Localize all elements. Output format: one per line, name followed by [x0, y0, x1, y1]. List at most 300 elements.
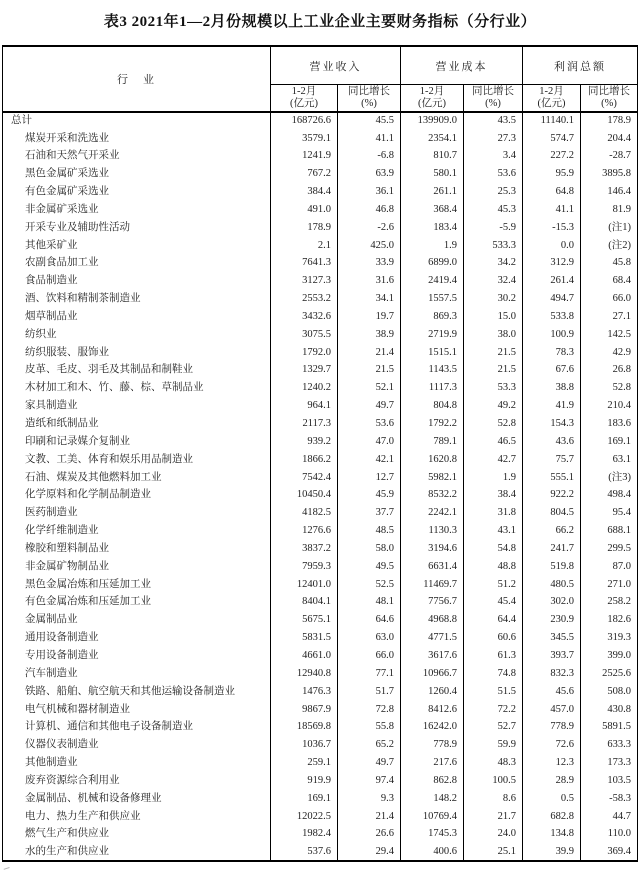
- profit-value-cell: 261.4: [523, 273, 581, 291]
- cost-growth-cell: 52.8: [464, 415, 523, 433]
- cost-value-cell: 3194.6: [401, 540, 464, 558]
- profit-value-cell: 39.9: [523, 844, 581, 862]
- revenue-growth-cell: 12.7: [338, 469, 401, 487]
- subheader-line2: (亿元): [537, 98, 566, 109]
- profit-growth-cell: 95.4: [581, 505, 638, 523]
- table-row: [3, 772, 638, 790]
- profit-growth-cell: 68.4: [581, 273, 638, 291]
- profit-growth-cell: 26.8: [581, 362, 638, 380]
- revenue-value-cell: 1241.9: [271, 148, 338, 166]
- profit-value-cell: 227.2: [523, 148, 581, 166]
- cost-growth-cell: 60.6: [464, 629, 523, 647]
- cost-growth-cell: 533.3: [464, 237, 523, 255]
- profit-growth-cell: 142.5: [581, 326, 638, 344]
- revenue-growth-cell: -6.8: [338, 148, 401, 166]
- profit-value-cell: 43.6: [523, 433, 581, 451]
- profit-growth-cell: 44.7: [581, 808, 638, 826]
- profit-growth-cell: 169.1: [581, 433, 638, 451]
- profit-value-cell: 41.9: [523, 398, 581, 416]
- cost-value-cell: 1515.1: [401, 344, 464, 362]
- revenue-growth-cell: 77.1: [338, 665, 401, 683]
- revenue-growth-cell: 97.4: [338, 772, 401, 790]
- profit-value-cell: 41.1: [523, 201, 581, 219]
- cost-value-cell: 4968.8: [401, 612, 464, 630]
- revenue-growth-cell: 45.5: [338, 112, 401, 130]
- industry-name: 水的生产和供应业: [3, 844, 271, 862]
- profit-value-cell: -15.3: [523, 219, 581, 237]
- table-row: [3, 558, 638, 576]
- revenue-growth-cell: 47.0: [338, 433, 401, 451]
- financial-indicators-table: [2, 45, 638, 862]
- cost-value-cell: 1130.3: [401, 522, 464, 540]
- cost-value-cell: 400.6: [401, 844, 464, 862]
- revenue-value-cell: 10450.4: [271, 487, 338, 505]
- profit-value-cell: 457.0: [523, 701, 581, 719]
- revenue-growth-cell: 31.6: [338, 273, 401, 291]
- cost-value-cell: 1792.2: [401, 415, 464, 433]
- cost-growth-cell: 46.5: [464, 433, 523, 451]
- cost-growth-cell: 74.8: [464, 665, 523, 683]
- profit-value-cell: 100.9: [523, 326, 581, 344]
- revenue-growth-cell: 21.4: [338, 808, 401, 826]
- revenue-value-cell: 3579.1: [271, 130, 338, 148]
- cost-value-cell: 261.1: [401, 183, 464, 201]
- column-group-operating-cost: 营业成本: [401, 46, 523, 85]
- subheader-line1: 同比增长: [348, 85, 390, 97]
- profit-value-cell: 12.3: [523, 754, 581, 772]
- table-row: [3, 505, 638, 523]
- cost-growth-cell: 21.5: [464, 344, 523, 362]
- revenue-growth-cell: 45.9: [338, 487, 401, 505]
- subheader-profit-growth: [581, 85, 638, 113]
- cost-growth-cell: 30.2: [464, 290, 523, 308]
- revenue-growth-cell: 38.9: [338, 326, 401, 344]
- industry-name: 化学原料和化学制品制造业: [3, 487, 271, 505]
- profit-value-cell: 345.5: [523, 629, 581, 647]
- cost-growth-cell: 21.7: [464, 808, 523, 826]
- cost-growth-cell: 61.3: [464, 647, 523, 665]
- cost-growth-cell: 24.0: [464, 826, 523, 844]
- column-group-total-profit: 利润总额: [523, 46, 638, 85]
- profit-value-cell: 38.8: [523, 380, 581, 398]
- revenue-value-cell: 9867.9: [271, 701, 338, 719]
- table-row: [3, 469, 638, 487]
- table-row: [3, 362, 638, 380]
- revenue-value-cell: 1866.2: [271, 451, 338, 469]
- table-row: [3, 683, 638, 701]
- profit-growth-cell: -58.3: [581, 790, 638, 808]
- profit-growth-cell: 110.0: [581, 826, 638, 844]
- profit-growth-cell: 688.1: [581, 522, 638, 540]
- revenue-value-cell: 7959.3: [271, 558, 338, 576]
- cost-growth-cell: 25.1: [464, 844, 523, 862]
- revenue-growth-cell: 55.8: [338, 719, 401, 737]
- industry-name: 黑色金属矿采选业: [3, 166, 271, 184]
- cost-growth-cell: 48.8: [464, 558, 523, 576]
- cost-value-cell: 1117.3: [401, 380, 464, 398]
- cost-growth-cell: 52.7: [464, 719, 523, 737]
- industry-name: 木材加工和木、竹、藤、棕、草制品业: [3, 380, 271, 398]
- cost-value-cell: 183.4: [401, 219, 464, 237]
- industry-name: 石油和天然气开采业: [3, 148, 271, 166]
- subheader-cost-growth: [464, 85, 523, 113]
- profit-value-cell: 494.7: [523, 290, 581, 308]
- revenue-growth-cell: 63.9: [338, 166, 401, 184]
- subheader-line2: (%): [601, 98, 617, 109]
- profit-growth-cell: 66.0: [581, 290, 638, 308]
- revenue-growth-cell: 49.7: [338, 398, 401, 416]
- cost-value-cell: 6899.0: [401, 255, 464, 273]
- cost-growth-cell: 27.3: [464, 130, 523, 148]
- subheader-revenue-value: [271, 85, 338, 113]
- cost-value-cell: 869.3: [401, 308, 464, 326]
- revenue-value-cell: 2.1: [271, 237, 338, 255]
- revenue-growth-cell: -2.6: [338, 219, 401, 237]
- table-row: [3, 326, 638, 344]
- profit-value-cell: 519.8: [523, 558, 581, 576]
- industry-name: 文教、工美、体育和娱乐用品制造业: [3, 451, 271, 469]
- table-row: [3, 201, 638, 219]
- profit-value-cell: 778.9: [523, 719, 581, 737]
- profit-growth-cell: 27.1: [581, 308, 638, 326]
- industry-name: 计算机、通信和其他电子设备制造业: [3, 719, 271, 737]
- cost-growth-cell: 45.3: [464, 201, 523, 219]
- industry-name: 印刷和记录媒介复制业: [3, 433, 271, 451]
- industry-name: 铁路、船舶、航空航天和其他运输设备制造业: [3, 683, 271, 701]
- revenue-value-cell: 3127.3: [271, 273, 338, 291]
- table-header: [3, 46, 638, 112]
- revenue-value-cell: 3432.6: [271, 308, 338, 326]
- subheader-line2: (亿元): [418, 98, 446, 109]
- revenue-value-cell: 168726.6: [271, 112, 338, 130]
- table-row: [3, 540, 638, 558]
- profit-growth-cell: 508.0: [581, 683, 638, 701]
- cost-value-cell: 778.9: [401, 737, 464, 755]
- revenue-value-cell: 1792.0: [271, 344, 338, 362]
- cost-growth-cell: 43.5: [464, 112, 523, 130]
- subheader-line2: (亿元): [290, 98, 318, 109]
- cost-growth-cell: 15.0: [464, 308, 523, 326]
- table-row: [3, 665, 638, 683]
- cost-growth-cell: 51.2: [464, 576, 523, 594]
- profit-growth-cell: 498.4: [581, 487, 638, 505]
- profit-value-cell: 11140.1: [523, 112, 581, 130]
- table-row: [3, 612, 638, 630]
- table-row: [3, 398, 638, 416]
- cost-value-cell: 580.1: [401, 166, 464, 184]
- cost-growth-cell: 42.7: [464, 451, 523, 469]
- revenue-growth-cell: 66.0: [338, 647, 401, 665]
- profit-value-cell: 0.0: [523, 237, 581, 255]
- industry-name: 废弃资源综合利用业: [3, 772, 271, 790]
- revenue-growth-cell: 26.6: [338, 826, 401, 844]
- industry-name: 金属制品业: [3, 612, 271, 630]
- profit-value-cell: 67.6: [523, 362, 581, 380]
- profit-value-cell: 832.3: [523, 665, 581, 683]
- profit-growth-cell: 258.2: [581, 594, 638, 612]
- profit-value-cell: 95.9: [523, 166, 581, 184]
- table-row: [3, 754, 638, 772]
- revenue-growth-cell: 53.6: [338, 415, 401, 433]
- profit-value-cell: 682.8: [523, 808, 581, 826]
- cost-value-cell: 1143.5: [401, 362, 464, 380]
- cost-value-cell: 10966.7: [401, 665, 464, 683]
- profit-growth-cell: 5891.5: [581, 719, 638, 737]
- profit-growth-cell: 3895.8: [581, 166, 638, 184]
- revenue-value-cell: 12022.5: [271, 808, 338, 826]
- table-row: [3, 219, 638, 237]
- table-row: [3, 790, 638, 808]
- cost-value-cell: 16242.0: [401, 719, 464, 737]
- cost-value-cell: 1260.4: [401, 683, 464, 701]
- profit-value-cell: 804.5: [523, 505, 581, 523]
- table-row: [3, 594, 638, 612]
- table-row: [3, 148, 638, 166]
- cost-value-cell: 4771.5: [401, 629, 464, 647]
- profit-value-cell: 574.7: [523, 130, 581, 148]
- profit-growth-cell: 299.5: [581, 540, 638, 558]
- profit-value-cell: 64.8: [523, 183, 581, 201]
- industry-name: 化学纤维制造业: [3, 522, 271, 540]
- profit-value-cell: 922.2: [523, 487, 581, 505]
- cost-growth-cell: 53.6: [464, 166, 523, 184]
- cost-value-cell: 1620.8: [401, 451, 464, 469]
- cost-value-cell: 11469.7: [401, 576, 464, 594]
- revenue-value-cell: 964.1: [271, 398, 338, 416]
- revenue-value-cell: 169.1: [271, 790, 338, 808]
- cost-value-cell: 5982.1: [401, 469, 464, 487]
- profit-growth-cell: 63.1: [581, 451, 638, 469]
- cost-value-cell: 8532.2: [401, 487, 464, 505]
- profit-growth-cell: 146.4: [581, 183, 638, 201]
- cost-growth-cell: 21.5: [464, 362, 523, 380]
- revenue-value-cell: 12940.8: [271, 665, 338, 683]
- table-row: [3, 701, 638, 719]
- profit-growth-cell: 103.5: [581, 772, 638, 790]
- cost-growth-cell: 32.4: [464, 273, 523, 291]
- scan-artifact-mark: [2, 863, 9, 870]
- revenue-growth-cell: 49.7: [338, 754, 401, 772]
- revenue-value-cell: 1982.4: [271, 826, 338, 844]
- profit-growth-cell: 204.4: [581, 130, 638, 148]
- profit-growth-cell: 183.6: [581, 415, 638, 433]
- table-row: [3, 237, 638, 255]
- cost-growth-cell: 3.4: [464, 148, 523, 166]
- revenue-value-cell: 12401.0: [271, 576, 338, 594]
- industry-name: 纺织业: [3, 326, 271, 344]
- cost-growth-cell: -5.9: [464, 219, 523, 237]
- cost-value-cell: 1.9: [401, 237, 464, 255]
- subheader-line2: (%): [485, 98, 501, 109]
- cost-value-cell: 148.2: [401, 790, 464, 808]
- table-body: [3, 112, 638, 861]
- cost-value-cell: 217.6: [401, 754, 464, 772]
- revenue-growth-cell: 42.1: [338, 451, 401, 469]
- cost-growth-cell: 38.0: [464, 326, 523, 344]
- cost-growth-cell: 8.6: [464, 790, 523, 808]
- cost-growth-cell: 43.1: [464, 522, 523, 540]
- revenue-value-cell: 919.9: [271, 772, 338, 790]
- table-title: 表3 2021年1—2月份规模以上工业企业主要财务指标（分行业）: [103, 14, 537, 30]
- industry-name: 皮革、毛皮、羽毛及其制品和制鞋业: [3, 362, 271, 380]
- table-row: [3, 576, 638, 594]
- industry-name: 其他制造业: [3, 754, 271, 772]
- revenue-value-cell: 7641.3: [271, 255, 338, 273]
- cost-growth-cell: 54.8: [464, 540, 523, 558]
- profit-value-cell: 45.6: [523, 683, 581, 701]
- cost-value-cell: 789.1: [401, 433, 464, 451]
- industry-name: 金属制品、机械和设备修理业: [3, 790, 271, 808]
- table-row: [3, 273, 638, 291]
- subheader-line1: 1-2月: [539, 85, 564, 97]
- cost-growth-cell: 25.3: [464, 183, 523, 201]
- profit-value-cell: 302.0: [523, 594, 581, 612]
- cost-value-cell: 8412.6: [401, 701, 464, 719]
- industry-name: 酒、饮料和精制茶制造业: [3, 290, 271, 308]
- revenue-value-cell: 1036.7: [271, 737, 338, 755]
- revenue-value-cell: 491.0: [271, 201, 338, 219]
- table-row: [3, 433, 638, 451]
- profit-growth-cell: (注1): [581, 219, 638, 237]
- industry-name: 非金属矿采选业: [3, 201, 271, 219]
- industry-name: 汽车制造业: [3, 665, 271, 683]
- industry-name: 通用设备制造业: [3, 629, 271, 647]
- revenue-growth-cell: 425.0: [338, 237, 401, 255]
- industry-name: 非金属矿物制品业: [3, 558, 271, 576]
- subheader-profit-value: [523, 85, 581, 113]
- industry-name: 开采专业及辅助性活动: [3, 219, 271, 237]
- profit-value-cell: 28.9: [523, 772, 581, 790]
- profit-growth-cell: -28.7: [581, 148, 638, 166]
- subheader-line2: (%): [361, 98, 377, 109]
- cost-value-cell: 2354.1: [401, 130, 464, 148]
- table-row: [3, 112, 638, 130]
- industry-name: 家具制造业: [3, 398, 271, 416]
- revenue-value-cell: 3837.2: [271, 540, 338, 558]
- cost-growth-cell: 34.2: [464, 255, 523, 273]
- revenue-value-cell: 5831.5: [271, 629, 338, 647]
- revenue-value-cell: 4182.5: [271, 505, 338, 523]
- profit-growth-cell: 182.6: [581, 612, 638, 630]
- cost-growth-cell: 72.2: [464, 701, 523, 719]
- revenue-growth-cell: 33.9: [338, 255, 401, 273]
- revenue-value-cell: 767.2: [271, 166, 338, 184]
- revenue-growth-cell: 72.8: [338, 701, 401, 719]
- industry-name: 黑色金属冶炼和压延加工业: [3, 576, 271, 594]
- industry-name: 石油、煤炭及其他燃料加工业: [3, 469, 271, 487]
- table-row: [3, 737, 638, 755]
- revenue-growth-cell: 63.0: [338, 629, 401, 647]
- industry-name: 燃气生产和供应业: [3, 826, 271, 844]
- revenue-growth-cell: 21.4: [338, 344, 401, 362]
- industry-name: 食品制造业: [3, 273, 271, 291]
- cost-value-cell: 804.8: [401, 398, 464, 416]
- profit-value-cell: 393.7: [523, 647, 581, 665]
- subheader-line1: 1-2月: [291, 85, 317, 97]
- revenue-value-cell: 178.9: [271, 219, 338, 237]
- revenue-growth-cell: 48.5: [338, 522, 401, 540]
- cost-growth-cell: 1.9: [464, 469, 523, 487]
- table-row: [3, 130, 638, 148]
- cost-growth-cell: 45.4: [464, 594, 523, 612]
- table-row: [3, 808, 638, 826]
- profit-value-cell: 480.5: [523, 576, 581, 594]
- revenue-growth-cell: 21.5: [338, 362, 401, 380]
- revenue-value-cell: 1276.6: [271, 522, 338, 540]
- profit-value-cell: 555.1: [523, 469, 581, 487]
- cost-value-cell: 139909.0: [401, 112, 464, 130]
- profit-growth-cell: 45.8: [581, 255, 638, 273]
- revenue-growth-cell: 58.0: [338, 540, 401, 558]
- industry-name: 电力、热力生产和供应业: [3, 808, 271, 826]
- table-row: [3, 522, 638, 540]
- revenue-value-cell: 537.6: [271, 844, 338, 862]
- profit-growth-cell: 210.4: [581, 398, 638, 416]
- revenue-value-cell: 1240.2: [271, 380, 338, 398]
- cost-value-cell: 368.4: [401, 201, 464, 219]
- profit-growth-cell: 319.3: [581, 629, 638, 647]
- table-row: [3, 826, 638, 844]
- revenue-growth-cell: 52.5: [338, 576, 401, 594]
- profit-growth-cell: 87.0: [581, 558, 638, 576]
- profit-value-cell: 0.5: [523, 790, 581, 808]
- industry-name: 医药制造业: [3, 505, 271, 523]
- subheader-line1: 同比增长: [588, 85, 630, 97]
- table-row: [3, 719, 638, 737]
- cost-growth-cell: 49.2: [464, 398, 523, 416]
- table-row: [3, 344, 638, 362]
- table-row: [3, 451, 638, 469]
- cost-value-cell: 6631.4: [401, 558, 464, 576]
- revenue-value-cell: 1476.3: [271, 683, 338, 701]
- table-row: [3, 647, 638, 665]
- revenue-value-cell: 384.4: [271, 183, 338, 201]
- profit-value-cell: 312.9: [523, 255, 581, 273]
- industry-name: 烟草制品业: [3, 308, 271, 326]
- industry-name: 有色金属冶炼和压延加工业: [3, 594, 271, 612]
- profit-value-cell: 75.7: [523, 451, 581, 469]
- cost-value-cell: 1745.3: [401, 826, 464, 844]
- profit-growth-cell: 271.0: [581, 576, 638, 594]
- revenue-value-cell: 939.2: [271, 433, 338, 451]
- cost-value-cell: 10769.4: [401, 808, 464, 826]
- table-row: [3, 380, 638, 398]
- cost-value-cell: 862.8: [401, 772, 464, 790]
- cost-value-cell: 2419.4: [401, 273, 464, 291]
- table-row: [3, 166, 638, 184]
- profit-growth-cell: (注2): [581, 237, 638, 255]
- industry-name: 有色金属矿采选业: [3, 183, 271, 201]
- profit-value-cell: 134.8: [523, 826, 581, 844]
- revenue-growth-cell: 46.8: [338, 201, 401, 219]
- revenue-growth-cell: 48.1: [338, 594, 401, 612]
- revenue-value-cell: 3075.5: [271, 326, 338, 344]
- industry-name: 总计: [3, 112, 271, 130]
- table-row: [3, 844, 638, 862]
- revenue-growth-cell: 34.1: [338, 290, 401, 308]
- profit-value-cell: 230.9: [523, 612, 581, 630]
- subheader-revenue-growth: [338, 85, 401, 113]
- column-group-operating-revenue: 营业收入: [271, 46, 401, 85]
- table-row: [3, 308, 638, 326]
- profit-value-cell: 72.6: [523, 737, 581, 755]
- cost-growth-cell: 38.4: [464, 487, 523, 505]
- profit-growth-cell: 369.4: [581, 844, 638, 862]
- revenue-value-cell: 18569.8: [271, 719, 338, 737]
- profit-growth-cell: 42.9: [581, 344, 638, 362]
- table-row: [3, 415, 638, 433]
- subheader-line1: 同比增长: [472, 85, 514, 97]
